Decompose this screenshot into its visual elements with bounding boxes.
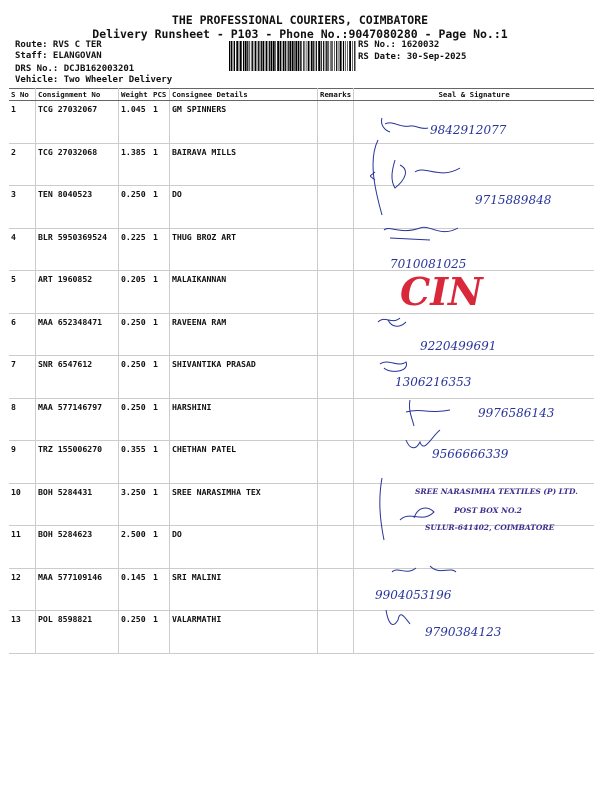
brace-row2-3 <box>370 140 382 215</box>
cell-pcs: 1 <box>151 313 170 356</box>
col-consignee: Consignee Details <box>170 89 318 101</box>
barcode-bar <box>323 41 324 71</box>
barcode-bar <box>339 41 340 71</box>
barcode-bar <box>326 41 327 71</box>
col-sno: S No <box>9 89 36 101</box>
cell-remarks <box>318 483 354 526</box>
cell-pcs: 1 <box>151 483 170 526</box>
barcode-bar <box>263 41 265 71</box>
signature-row2 <box>392 160 460 188</box>
cell-weight: 0.250 <box>119 186 152 229</box>
cell-consignee: CHETHAN PATEL <box>170 441 318 484</box>
barcode-bar <box>245 41 247 71</box>
barcode-bar <box>354 41 355 71</box>
barcode-bar <box>229 41 230 71</box>
barcode-bar <box>303 41 304 71</box>
cell-consignee: THUG BROZ ART <box>170 228 318 271</box>
signature-row7 <box>380 362 407 371</box>
barcode-bar <box>298 41 299 71</box>
cell-remarks <box>318 271 354 314</box>
cell-weight: 3.250 <box>119 483 152 526</box>
cell-sno: 11 <box>9 526 36 569</box>
barcode-bar <box>331 41 332 71</box>
barcode-bar <box>252 41 253 71</box>
cell-remarks <box>318 568 354 611</box>
cell-pcs: 1 <box>151 441 170 484</box>
cell-consignee: DO <box>170 526 318 569</box>
drs-number: DRS No.: DCJB162003201 <box>15 64 135 74</box>
col-pcs: PCS <box>151 89 170 101</box>
signature-row1 <box>381 118 428 132</box>
signature-row12 <box>392 566 456 572</box>
barcode-bar <box>271 41 273 71</box>
barcode-bar <box>306 41 307 71</box>
cell-pcs: 1 <box>151 186 170 229</box>
barcode-bar <box>247 41 248 71</box>
cell-consignment: TRZ 155006270 <box>36 441 119 484</box>
signature-row9 <box>406 430 440 448</box>
cell-pcs: 1 <box>151 101 170 144</box>
barcode-bar <box>258 41 259 71</box>
signature-row6 <box>378 318 406 326</box>
handwritten-phone-row6: 9220499691 <box>420 339 497 353</box>
barcode-bar <box>249 41 250 71</box>
barcode-bar <box>327 41 328 71</box>
brace-row10-11 <box>380 478 384 540</box>
barcode-bar <box>269 41 270 71</box>
barcode-bar <box>261 41 262 71</box>
cell-weight: 2.500 <box>119 526 152 569</box>
barcode-bar <box>289 41 291 71</box>
stamp-line-2: POST BOX NO.2 <box>454 506 522 515</box>
vehicle-label: Vehicle: Two Wheeler Delivery <box>15 75 173 85</box>
cell-weight: 0.355 <box>119 441 152 484</box>
barcode-bar <box>308 41 310 71</box>
barcode-bar <box>273 41 275 71</box>
handwritten-cin: CIN <box>400 269 483 314</box>
cell-pcs: 1 <box>151 611 170 654</box>
barcode-bar <box>340 41 342 71</box>
cell-consignment: TCG 27032067 <box>36 101 119 144</box>
cell-weight: 0.225 <box>119 228 152 271</box>
signature-row8 <box>406 400 450 426</box>
barcode-bar <box>255 41 257 71</box>
cell-sno: 6 <box>9 313 36 356</box>
barcode-bar <box>251 41 252 71</box>
cell-sno: 10 <box>9 483 36 526</box>
barcode-bar <box>292 41 294 71</box>
cell-remarks <box>318 101 354 144</box>
barcode-bar <box>311 41 313 71</box>
staff-label: Staff: ELANGOVAN <box>15 51 102 61</box>
barcode-bar <box>345 41 346 71</box>
signature-row10 <box>400 508 434 520</box>
cell-consignment: BLR 5950369524 <box>36 228 119 271</box>
barcode-bar <box>280 41 282 71</box>
cell-remarks <box>318 611 354 654</box>
cell-consignee: GM SPINNERS <box>170 101 318 144</box>
cell-pcs: 1 <box>151 356 170 399</box>
barcode-bar <box>283 41 285 71</box>
barcode-bar <box>234 41 235 71</box>
handwritten-phone-row1: 9842912077 <box>430 123 507 137</box>
barcode-bar <box>285 41 286 71</box>
cell-sno: 3 <box>9 186 36 229</box>
cell-weight: 0.250 <box>119 313 152 356</box>
company-stamp <box>415 487 578 532</box>
handwritten-phone-row7: 1306216353 <box>395 375 472 389</box>
cell-remarks <box>318 143 354 186</box>
barcode-bar <box>240 41 242 71</box>
cell-consignee: HARSHINI <box>170 398 318 441</box>
handwritten-phone-row2: 9715889848 <box>475 193 552 207</box>
barcode-bar <box>300 41 301 71</box>
stamp-line-3: SULUR-641402, COIMBATORE <box>425 523 555 532</box>
barcode-bar <box>236 41 238 71</box>
cell-pcs: 1 <box>151 228 170 271</box>
cell-consignment: POL 8598821 <box>36 611 119 654</box>
signatures-layer <box>370 110 595 650</box>
handwritten-phone-row9: 9566666339 <box>432 447 509 461</box>
cell-consignee: RAVEENA RAM <box>170 313 318 356</box>
cell-remarks <box>318 441 354 484</box>
cell-pcs: 1 <box>151 568 170 611</box>
cell-weight: 0.250 <box>119 611 152 654</box>
cell-remarks <box>318 228 354 271</box>
cell-weight: 0.205 <box>119 271 152 314</box>
route-label: Route: RVS C TER <box>15 40 102 50</box>
col-consignment: Consignment No <box>36 89 119 101</box>
cell-consignee: SRI MALINI <box>170 568 318 611</box>
cell-remarks <box>318 526 354 569</box>
cell-remarks <box>318 356 354 399</box>
runsheet-title: Delivery Runsheet - P103 - Phone No.:9047080280 - Page No.:1 <box>92 27 508 41</box>
barcode-bar <box>231 41 232 71</box>
table-header-row <box>9 89 594 101</box>
barcode-bar <box>316 41 317 71</box>
cell-sno: 7 <box>9 356 36 399</box>
cell-remarks <box>318 186 354 229</box>
cell-weight: 0.145 <box>119 568 152 611</box>
cell-sno: 1 <box>9 101 36 144</box>
cell-consignment: MAA 577146797 <box>36 398 119 441</box>
cell-sno: 12 <box>9 568 36 611</box>
cell-sno: 9 <box>9 441 36 484</box>
col-signature: Seal & Signature <box>354 89 594 101</box>
barcode-bar <box>288 41 289 71</box>
barcode-bar <box>233 41 234 71</box>
cell-weight: 0.250 <box>119 398 152 441</box>
cell-weight: 1.385 <box>119 143 152 186</box>
cell-consignment: BOH 5284623 <box>36 526 119 569</box>
cell-consignment: MAA 577109146 <box>36 568 119 611</box>
barcode-bar <box>301 41 302 71</box>
barcode-bar <box>239 41 240 71</box>
cell-consignment: MAA 652348471 <box>36 313 119 356</box>
barcode-bar <box>343 41 344 71</box>
rs-number: RS No.: 1620032 <box>358 40 440 50</box>
barcode-bar <box>266 41 268 71</box>
cell-remarks <box>318 398 354 441</box>
cell-pcs: 1 <box>151 143 170 186</box>
cell-weight: 0.250 <box>119 356 152 399</box>
handwritten-phone-row12: 9904053196 <box>375 588 452 602</box>
cell-sno: 5 <box>9 271 36 314</box>
col-weight: Weight <box>119 89 152 101</box>
cell-consignee: VALARMATHI <box>170 611 318 654</box>
cell-consignee: DO <box>170 186 318 229</box>
signature-row13 <box>386 610 410 625</box>
barcode-bar <box>352 41 353 71</box>
barcode-bar <box>318 41 320 71</box>
cell-consignee: SHIVANTIKA PRASAD <box>170 356 318 399</box>
handwritten-phone-row8: 9976586143 <box>478 406 555 420</box>
company-title: THE PROFESSIONAL COURIERS, COIMBATORE <box>171 13 429 27</box>
handwritten-phone-row4: 7010081025 <box>390 257 467 271</box>
cell-sno: 13 <box>9 611 36 654</box>
stamp-line-1: SREE NARASIMHA TEXTILES (P) LTD. <box>415 487 578 496</box>
handwritten-phone-row13: 9790384123 <box>425 625 502 639</box>
cell-consignment: BOH 5284431 <box>36 483 119 526</box>
cell-pcs: 1 <box>151 398 170 441</box>
barcode-bar <box>336 41 337 71</box>
signature-row4 <box>384 227 458 240</box>
barcode-bar <box>349 41 351 71</box>
barcode-bar <box>260 41 261 71</box>
cell-remarks <box>318 313 354 356</box>
cell-pcs: 1 <box>151 271 170 314</box>
cell-consignee: MALAIKANNAN <box>170 271 318 314</box>
cell-consignment: ART 1960852 <box>36 271 119 314</box>
barcode-bar <box>321 41 322 71</box>
barcode-bar <box>334 41 335 71</box>
barcode-bar <box>243 41 244 71</box>
barcode-bar <box>332 41 333 71</box>
barcode-bar <box>313 41 314 71</box>
cell-consignment: TCG 27032068 <box>36 143 119 186</box>
cell-consignee: BAIRAVA MILLS <box>170 143 318 186</box>
cell-consignment: SNR 6547612 <box>36 356 119 399</box>
barcode-bar <box>277 41 279 71</box>
cell-sno: 4 <box>9 228 36 271</box>
barcode-bar <box>295 41 297 71</box>
barcode <box>229 41 356 71</box>
rs-date: RS Date: 30-Sep-2025 <box>358 52 467 62</box>
barcode-bar <box>330 41 331 71</box>
cell-sno: 8 <box>9 398 36 441</box>
cell-consignee: SREE NARASIMHA TEX <box>170 483 318 526</box>
col-remarks: Remarks <box>318 89 354 101</box>
barcode-bar <box>275 41 276 71</box>
cell-sno: 2 <box>9 143 36 186</box>
barcode-bar <box>347 41 348 71</box>
cell-weight: 1.045 <box>119 101 152 144</box>
barcode-bar <box>294 41 295 71</box>
cell-consignment: TEN 8040523 <box>36 186 119 229</box>
cell-pcs: 1 <box>151 526 170 569</box>
